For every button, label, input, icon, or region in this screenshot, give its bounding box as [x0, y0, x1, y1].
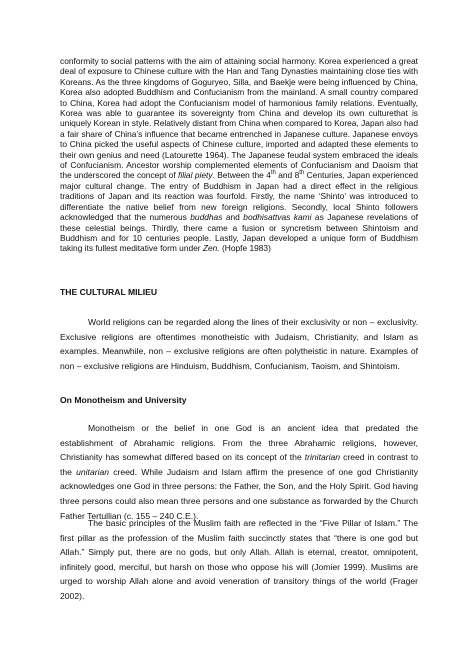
section-heading-monotheism: On Monotheism and University	[60, 395, 187, 405]
paragraph-monotheism	[60, 421, 418, 523]
superscript: th	[270, 170, 276, 177]
text-run: as Japanese revelations of these celestial beings. Thirdly, there came a fusion or syncretism between Shintoism and Buddhism and for 10 centuries people. Lastly, Japan developed a unique form of Buddhism taking its fullest meditative form under	[60, 212, 418, 254]
paragraph-muslim-faith: The basic principles of the Muslim faith are reflected in the “Five Pillar of Islam.” The first pillar as the profession of the Muslim faith succinctly states that “there is one god but Allah.” Simply put, there are no gods, but only Allah. Allah is eternal, creator, omnipotent, infinitely good, merciful, but harsh on those who oppose his will (Jomier 1999). Muslims are urged to worship Allah alone and avoid veneration of transitory things of the world (Frager 2002).	[60, 518, 418, 601]
italic-term: trinitarian	[304, 452, 341, 463]
text-run: conformity to social patterns with the aim of attaining social harmony. Korea experienced a great deal of exposure to Chinese culture with the Han and Tang Dynasties maintaining close ties with Koreans. As the three kingdoms of Goguryeo, Silla, and Baekje were being influenced by China, Korea also adopted Buddhism and Confucianism from the mainland. A small country compared to China, Korea had adopt the Confucianism model of harmonious family relations. Eventually, Korea was able to guarantee its sovereignty from China and develop its own culturethat is uniquely Korean in style. Relatively distant from China when compared to Korea, Japan also had a fair share of China’s influence that became entrenched in Japanese culture. Japanese envoys to China picked the useful aspects of Chinese culture, imported and adapted these elements to their own genius and need (Latourette 1964). The Japanese feudal system embraced the ideals of Confucianism. Ancestor worship complemented elements of Confucianism and Daoism that the underscored the concept of	[60, 56, 418, 181]
text-run: . Between the 4	[212, 170, 271, 181]
section-heading-cultural-milieu: THE CULTURAL MILIEU	[60, 287, 158, 297]
text-run: creed in contrast to the	[60, 452, 418, 477]
italic-term: filial piety	[178, 170, 213, 181]
text-run: (Hopfe 1983)	[219, 243, 271, 254]
paragraph-world-religions: World religions can be regarded along the lines of their exclusivity or non – exclusivity. Exclusive religions are oftentimes monotheistic with Judaism, Christianity, and Islam as examples. Meanwhile, non – exclusive religions are often polytheistic in nature. Examples of non – exclusive religions are Hinduism, Buddhism, Confucianism, Taoism, and Shintoism.	[60, 317, 418, 371]
italic-term: Zen.	[202, 243, 220, 254]
paragraph-korea-japan	[60, 56, 418, 254]
text-run: and	[222, 212, 244, 223]
italic-term: unitarian	[76, 466, 110, 477]
italic-term: buddhas	[190, 212, 223, 223]
italic-term: bodhisattvas kami	[243, 212, 312, 223]
text-run: Centuries, Japan experienced major cultural change. The entry of Buddhism in Japan had a direct effect in the religious traditions of Japan and its reaction was fourfold. Firstly, the name ‘Shinto’ was introduced to differentiate the native belief from new foreign religions. Secondly, local Shinto followers acknowledged that the numerous	[60, 170, 418, 223]
text-run: creed. While Judaism and Islam affirm the presence of one god Christianity acknowledges one God in three persons: the Father, the Son, and the Holy Spirit. God having three persons could also mean three persons and one substance as forwarded by the Church Father Tertullian (c. 155 – 240 C.E.).	[60, 466, 418, 521]
superscript: th	[299, 170, 305, 177]
text-run: Monotheism or the belief in one God is an ancient idea that predated the establishment of Abrahamic religions. From the three Abrahamic religions, however, Christianity has somewhat differed based on its concept of the	[60, 423, 418, 463]
text-run: and 8	[275, 170, 300, 181]
